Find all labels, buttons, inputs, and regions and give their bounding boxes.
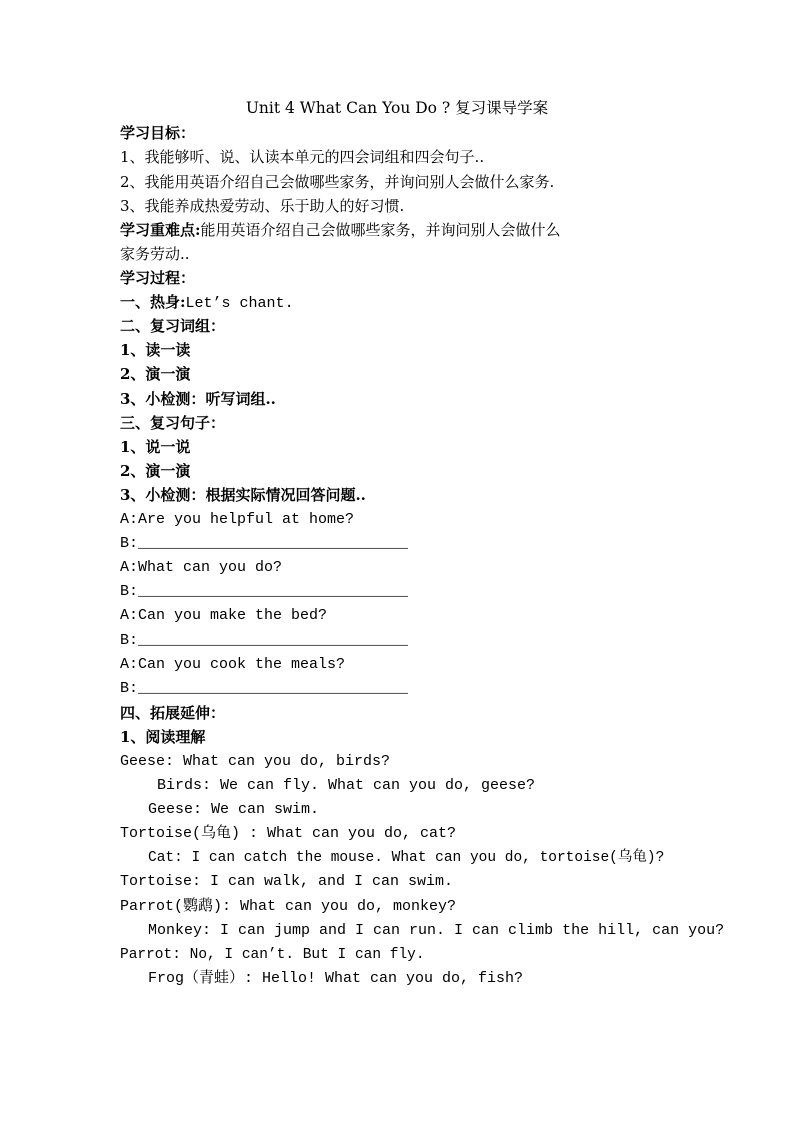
- warmup-text: Let’s chant.: [185, 295, 294, 312]
- key-points-text: 能用英语介绍自己会做哪些家务，并询问别人会做什么: [200, 221, 561, 239]
- dialogue-line: Frog（青蛙）: Hello! What can you do, fish?: [148, 970, 524, 987]
- dialogue-line: Monkey: I can jump and I can run. I can climb the hill, can you?: [148, 922, 725, 939]
- qa-question: A:Can you make the bed?: [120, 607, 328, 624]
- dialogue-line: Birds: We can fly. What can you do, geese?: [157, 777, 536, 794]
- key-points-continued: 家务劳动..: [120, 245, 190, 263]
- objectives-heading: 学习目标：: [120, 124, 196, 142]
- qa-answer-blank: B:______________________________: [120, 632, 409, 649]
- review-phrases-heading: 二、复习词组：: [120, 317, 226, 335]
- dialogue-line: Geese: What can you do, birds?: [120, 753, 391, 770]
- dialogue-line: Tortoise(乌龟) : What can you do, cat?: [120, 825, 457, 842]
- dialogue-line: Parrot: No, I can’t. But I can fly.: [120, 947, 425, 963]
- qa-answer-blank: B:______________________________: [120, 535, 409, 552]
- sentence-step: 2、演一演: [120, 462, 191, 480]
- qa-question: A:Are you helpful at home?: [120, 511, 355, 528]
- sentence-step: 1、说一说: [120, 438, 191, 456]
- objective-item: 1、我能够听、说、认读本单元的四会词组和四会句子..: [120, 148, 485, 166]
- key-points: [120, 218, 561, 242]
- key-points-label: 学习重难点:: [120, 221, 201, 239]
- process-heading: 学习过程：: [120, 269, 196, 287]
- doc-title: Unit 4 What Can You Do ? 复习课导学案: [245, 99, 549, 117]
- dialogue-line: Tortoise: I can walk, and I can swim.: [120, 873, 454, 890]
- dialogue-line: Parrot(鹦鹉): What can you do, monkey?: [120, 898, 457, 915]
- objective-item: 2、我能用英语介绍自己会做哪些家务，并询问别人会做什么家务.: [120, 173, 555, 191]
- phrase-step: 1、读一读: [120, 341, 191, 359]
- objective-item: 3、我能养成热爱劳动、乐于助人的好习惯.: [120, 197, 405, 215]
- qa-answer-blank: B:______________________________: [120, 680, 409, 697]
- qa-question: A:Can you cook the meals?: [120, 656, 346, 673]
- warmup-heading: [120, 290, 294, 314]
- phrase-step: 3、小检测：听写词组..: [120, 390, 276, 408]
- sentence-step: 3、小检测：根据实际情况回答问题..: [120, 486, 366, 504]
- qa-question: A:What can you do?: [120, 559, 283, 576]
- dialogue-line: Cat: I can catch the mouse. What can you do, tortoise(乌龟)?: [148, 850, 665, 866]
- phrase-step: 2、演一演: [120, 365, 191, 383]
- warmup-label: 一、热身:: [120, 293, 186, 311]
- qa-answer-blank: B:______________________________: [120, 583, 409, 600]
- review-sentences-heading: 三、复习句子：: [120, 414, 226, 432]
- reading-heading: 1、阅读理解: [120, 728, 206, 746]
- dialogue-line: Geese: We can swim.: [148, 801, 320, 818]
- extension-heading: 四、拓展延伸：: [120, 704, 226, 722]
